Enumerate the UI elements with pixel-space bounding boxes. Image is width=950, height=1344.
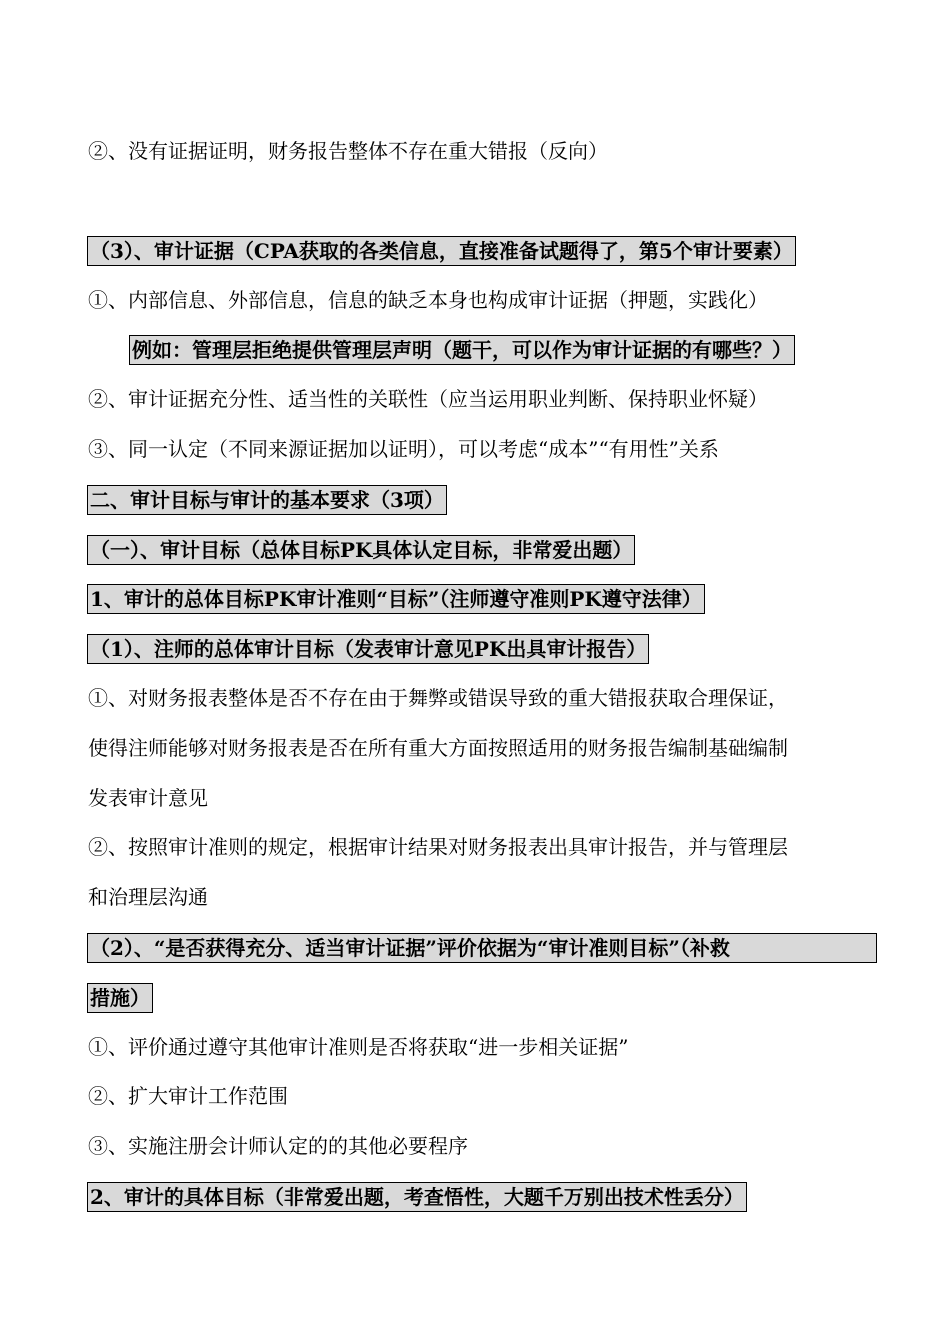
text-line: ③、实施注册会计师认定的的其他必要程序 [88, 1134, 468, 1158]
text-line: 使得注师能够对财务报表是否在所有重大方面按照适用的财务报告编制基础编制 [88, 736, 788, 760]
subsection-heading-overall-objective: 1、审计的总体目标PK审计准则“目标”（注师遵守准则PK遵守法律） [87, 584, 705, 614]
subsection-heading-cpa-objective: （1）、注师的总体审计目标（发表审计意见PK出具审计报告） [87, 634, 649, 664]
text-line: ②、按照审计准则的规定，根据审计结果对财务报表出具审计报告，并与管理层 [88, 835, 788, 859]
section-heading-audit-evidence: （3）、审计证据（CPA获取的各类信息，直接准备试题得了，第5个审计要素） [87, 236, 796, 266]
text-line: ①、评价通过遵守其他审计准则是否将获取“进一步相关证据” [88, 1035, 629, 1059]
text-line: 和治理层沟通 [88, 885, 208, 909]
text-line: ②、审计证据充分性、适当性的关联性（应当运用职业判断、保持职业怀疑） [88, 387, 768, 411]
section-heading-audit-objectives: （一）、审计目标（总体目标PK具体认定目标，非常爱出题） [87, 535, 635, 565]
chapter-heading-audit-objectives: 二、审计目标与审计的基本要求（3项） [87, 485, 447, 515]
text-line: ①、内部信息、外部信息，信息的缺乏本身也构成审计证据（押题，实践化） [88, 288, 768, 312]
subsection-heading-evaluation: （2）、“是否获得充分、适当审计证据”评价依据为“审计准则目标”（补救 [87, 933, 877, 963]
text-line: ②、扩大审计工作范围 [88, 1084, 288, 1108]
text-line: ②、没有证据证明，财务报告整体不存在重大错报（反向） [88, 139, 608, 163]
text-line: ③、同一认定（不同来源证据加以证明），可以考虑“成本”“有用性”关系 [88, 437, 719, 461]
text-line: 发表审计意见 [88, 786, 208, 810]
subsection-heading-evaluation-cont: 措施） [87, 983, 153, 1013]
text-line: ①、对财务报表整体是否不存在由于舞弊或错误导致的重大错报获取合理保证， [88, 686, 788, 710]
example-note: 例如：管理层拒绝提供管理层声明（题干，可以作为审计证据的有哪些？） [129, 335, 795, 365]
subsection-heading-specific-objectives: 2、审计的具体目标（非常爱出题，考查悟性，大题千万别出技术性丢分） [87, 1182, 747, 1212]
